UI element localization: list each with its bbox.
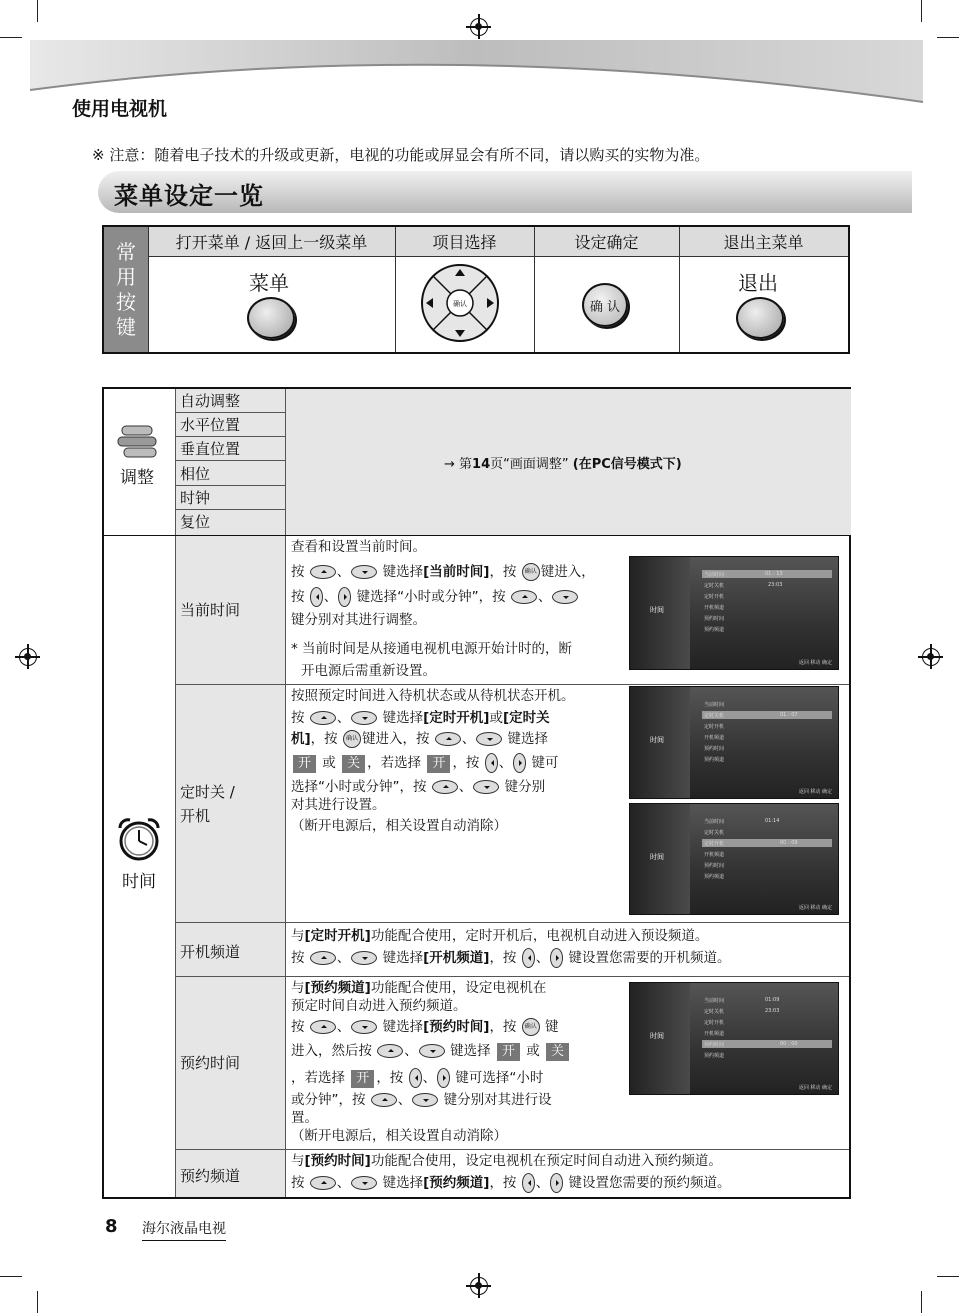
- registration-mark: [922, 648, 940, 666]
- current-time-line: 查看和设置当前时间。: [291, 539, 426, 555]
- ok-icon: 确认: [343, 730, 361, 748]
- reserve-time-line: （断开电源后，相关设置自动消除）: [291, 1128, 507, 1144]
- timer-line: 开 或 关 ，若选择 开 ，按 、 键可: [291, 753, 559, 774]
- power-on-channel-line: 按 、 键选择[开机频道]，按 、 键设置您需要的开机频道。: [291, 950, 731, 966]
- reference-mode: (在PC信号模式下): [572, 457, 682, 472]
- reserve-channel-line: 按 、 键选择[预约频道]，按 、 键设置您需要的预约频道。: [291, 1175, 731, 1191]
- osd-screenshot-timer-off: [629, 686, 839, 799]
- adjust-item: 复位: [180, 513, 211, 531]
- crop-mark: [0, 37, 22, 38]
- osd-option: 预约时间: [704, 616, 725, 622]
- registration-mark: [19, 648, 37, 666]
- crop-mark: [921, 1291, 922, 1313]
- adjust-item: 时钟: [176, 486, 285, 510]
- col-header-select: 项目选择: [395, 227, 534, 257]
- osd-value: 00 : 00: [780, 1041, 798, 1047]
- page-title: 菜单设定一览: [114, 182, 264, 210]
- on-option-pill: 开: [427, 755, 450, 773]
- reserve-time-line: 或分钟”，按 、 键分别对其进行设: [291, 1092, 552, 1108]
- timer-line: 按 、 键选择[定时开机]或[定时关: [291, 710, 550, 726]
- off-option-pill: 关: [342, 755, 365, 773]
- on-option-pill: 开: [351, 1070, 374, 1088]
- reserve-time-line: ，若选择 开 ，按 、 键可选择“小时: [291, 1070, 544, 1086]
- adjust-item: 相位: [176, 462, 285, 486]
- osd-value: 01:14: [765, 818, 780, 824]
- osd-option: 定时关机: [704, 713, 725, 719]
- current-time-line: 按 、 键选择[当前时间]，按 确认 键进入，: [291, 564, 595, 580]
- osd-option: 开机频道: [704, 852, 725, 858]
- osd-option: 预约频道: [704, 1053, 725, 1059]
- osd-footer: 返回 移动 确定: [798, 789, 832, 795]
- adjust-item: 自动调整: [176, 389, 285, 413]
- osd-footer: 返回 移动 确定: [798, 1085, 832, 1091]
- reserve-time-line: 按 、 键选择[预约时间]，按 确认 键: [291, 1019, 559, 1035]
- osd-option: 当前时间: [704, 702, 725, 708]
- timer-line: 按照预定时间进入待机状态或从待机状态开机。: [291, 688, 575, 704]
- osd-option: 开机频道: [704, 735, 725, 741]
- off-option-pill: 关: [546, 1043, 569, 1061]
- timer-line: 机]，按 确认 键进入，按 、 键选择: [291, 731, 549, 747]
- crop-mark: [0, 1276, 22, 1277]
- osd-value: 01:09: [765, 997, 780, 1003]
- osd-option: 预约频道: [704, 627, 725, 633]
- crop-mark: [37, 1291, 38, 1313]
- keys-side-label: [104, 227, 148, 352]
- osd-value: 23:03: [768, 582, 783, 588]
- osd-side-label: 时间: [650, 1032, 664, 1040]
- adjust-item: 水平位置: [176, 413, 285, 437]
- osd-side-label: 时间: [650, 736, 664, 744]
- crop-mark: [937, 37, 959, 38]
- time-label: 时间: [122, 872, 156, 892]
- timer-line: （断开电源后，相关设置自动消除）: [291, 818, 507, 834]
- osd-option: 预约频道: [704, 874, 725, 880]
- osd-option: 预约时间: [704, 746, 725, 752]
- osd-option: 开机频道: [704, 1031, 725, 1037]
- confirm-key-button[interactable]: [582, 283, 628, 327]
- osd-footer: 返回 移动 确定: [798, 660, 832, 666]
- side-char: 键: [116, 314, 136, 339]
- osd-screenshot-timer-on: [629, 803, 839, 915]
- reference-prefix: → 第: [444, 457, 473, 472]
- osd-value: 01 : 13: [765, 571, 783, 577]
- reserve-time-line: 进入，然后按 、 键选择 开 或 关: [291, 1041, 571, 1062]
- crop-mark: [37, 0, 38, 22]
- svg-text:确认: 确认: [453, 300, 467, 308]
- osd-option: 开机频道: [704, 605, 725, 611]
- osd-option: 定时关机: [704, 583, 725, 589]
- row-label-reserve-time: 预约时间: [180, 1054, 241, 1072]
- osd-option: 定时关机: [704, 1009, 725, 1015]
- ok-icon: 确认: [522, 1018, 540, 1036]
- row-label-current-time: 当前时间: [180, 601, 241, 619]
- osd-option: 定时开机: [704, 1020, 725, 1026]
- osd-option: 预约时间: [704, 1042, 725, 1048]
- crop-mark: [921, 0, 922, 22]
- page-number: 8: [105, 1216, 118, 1237]
- notice-text: ※ 注意：随着电子技术的升级或更新，电视的功能或屏显会有所不同，请以购买的实物为准。: [92, 146, 710, 164]
- menu-table: [102, 387, 851, 1199]
- col-header-exit: 退出主菜单: [679, 227, 848, 257]
- registration-mark: [470, 1277, 488, 1295]
- row-label-timer: 定时关 /: [180, 783, 235, 801]
- col-header-confirm: 设定确定: [534, 227, 679, 257]
- common-keys-table: [102, 225, 850, 354]
- exit-key-button[interactable]: [736, 297, 784, 339]
- osd-side-label: 时间: [650, 606, 664, 614]
- power-on-channel-line: 与[定时开机]功能配合使用，定时开机后，电视机自动进入预设频道。: [291, 928, 709, 944]
- menu-key-button[interactable]: [247, 297, 295, 339]
- section-title: 使用电视机: [72, 98, 168, 120]
- menu-key-label: 菜单: [249, 271, 289, 295]
- osd-option: 当前时间: [704, 819, 725, 825]
- osd-value: 23:03: [765, 1008, 780, 1014]
- osd-value: 01 : 07: [780, 712, 798, 718]
- osd-side-label: 时间: [650, 853, 664, 861]
- reserve-time-line: 置。: [291, 1110, 318, 1126]
- adjust-label: 调整: [120, 468, 154, 488]
- exit-key-label: 退出: [738, 271, 778, 295]
- osd-option: 定时开机: [704, 724, 725, 730]
- current-time-line: 键分别对其进行调整。: [291, 612, 426, 628]
- osd-screenshot-current-time: [629, 556, 839, 670]
- alarm-clock-icon: [114, 814, 164, 864]
- row-label-timer: 开机: [180, 807, 211, 825]
- osd-option: 定时开机: [704, 594, 725, 600]
- current-time-line: 按 、 键选择“小时或分钟”，按 、: [291, 587, 579, 608]
- side-char: 常: [116, 239, 136, 264]
- side-char: 按: [116, 289, 136, 314]
- adjust-reference: [444, 453, 682, 472]
- col-header-menu: 打开菜单 / 返回上一级菜单: [148, 227, 395, 257]
- reserve-time-line: 与[预约频道]功能配合使用，设定电视机在: [291, 980, 547, 996]
- row-label-power-on-channel: 开机频道: [180, 943, 241, 961]
- osd-screenshot-reserve-time: [629, 982, 839, 1095]
- osd-option: 预约时间: [704, 863, 725, 869]
- osd-option: 预约频道: [704, 757, 725, 763]
- crop-mark: [937, 1276, 959, 1277]
- reserve-channel-line: 与[预约时间]功能配合使用，设定电视机在预定时间自动进入预约频道。: [291, 1153, 722, 1169]
- timer-line: 对其进行设置。: [291, 797, 386, 813]
- direction-pad-icon[interactable]: [420, 263, 500, 343]
- reference-suffix: 页“画面调整”: [490, 457, 569, 472]
- osd-option: 当前时间: [704, 572, 725, 578]
- osd-option: 定时关机: [704, 830, 725, 836]
- osd-option: 定时开机: [704, 841, 725, 847]
- on-option-pill: 开: [497, 1043, 520, 1061]
- current-time-note: 开电源后需重新设置。: [301, 663, 436, 679]
- adjust-icon: [116, 424, 162, 460]
- adjust-item: 垂直位置: [176, 437, 285, 461]
- footer-brand: 海尔液晶电视: [142, 1218, 226, 1241]
- reserve-time-line: 预定时间自动进入预约频道。: [291, 998, 467, 1014]
- on-option-pill: 开: [293, 755, 316, 773]
- side-char: 用: [116, 264, 136, 289]
- osd-value: 00 : 09: [780, 840, 798, 846]
- current-time-note: * 当前时间是从接通电视机电源开始计时的，断: [291, 641, 573, 657]
- confirm-key-label: 确 认: [589, 300, 621, 315]
- row-label-reserve-channel: 预约频道: [180, 1167, 241, 1185]
- timer-line: 选择“小时或分钟”，按 、 键分别: [291, 779, 546, 795]
- osd-option: 当前时间: [704, 998, 725, 1004]
- osd-footer: 返回 移动 确定: [798, 905, 832, 911]
- reference-page: 14: [472, 457, 491, 472]
- ok-icon: 确认: [522, 563, 540, 581]
